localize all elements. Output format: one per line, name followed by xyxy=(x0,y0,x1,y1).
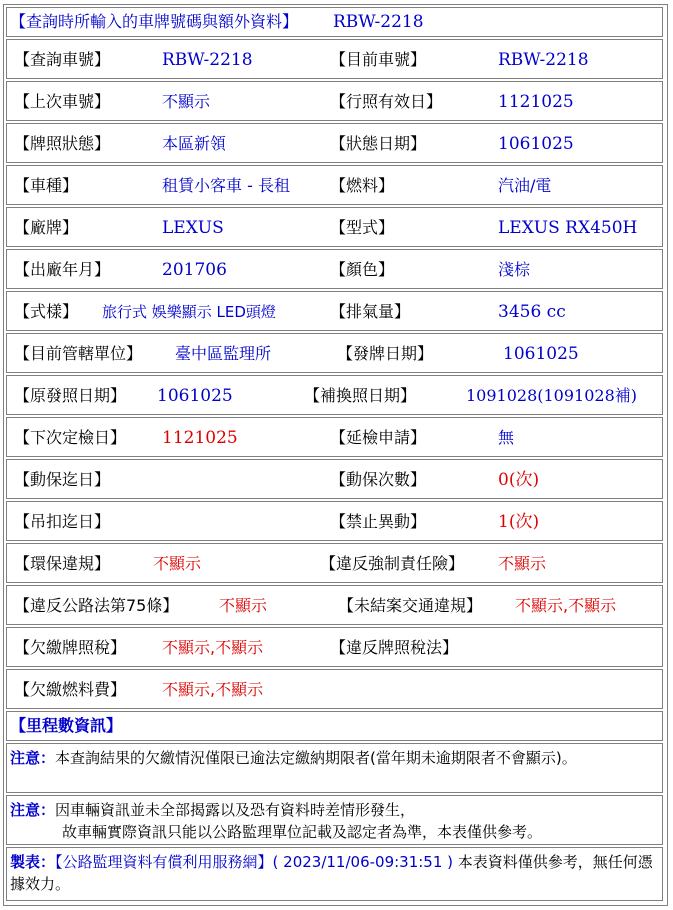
footer-key: 製表： xyxy=(10,853,56,871)
row-license-tax xyxy=(6,627,663,667)
row-chattel-mortgage xyxy=(6,459,663,499)
extension-label: 【延檢申請】 xyxy=(330,428,427,447)
plate-status-value: 本區新領 xyxy=(162,134,227,153)
row-environmental xyxy=(6,543,663,583)
vehicle-type-label: 【車種】 xyxy=(14,176,79,195)
displacement-value: 3456 cc xyxy=(498,302,566,322)
issue-date-value: 1061025 xyxy=(503,344,579,364)
last-plate-label: 【上次車號】 xyxy=(14,92,111,111)
row-original-issue xyxy=(6,375,663,415)
note2-key: 注意： xyxy=(10,801,56,819)
footer-text: 本表資料僅供參考，無任何憑據效力。 xyxy=(10,853,653,893)
brand-label: 【廠牌】 xyxy=(14,218,79,237)
row-manufacture-date xyxy=(6,249,663,289)
mileage-header: 【里程數資訊】 xyxy=(10,716,123,735)
transfer-ban-value: 1(次) xyxy=(498,512,540,532)
last-plate-value: 不顯示 xyxy=(162,92,211,111)
manufacture-date-label: 【出廠年月】 xyxy=(14,260,111,279)
reissue-date-label: 【補換照日期】 xyxy=(304,386,417,405)
vehicle-type-value: 租賃小客車 - 長租 xyxy=(162,176,290,195)
next-inspection-label: 【下次定檢日】 xyxy=(14,428,127,447)
style-value: 旅行式 娛樂顯示 LED頭燈 xyxy=(102,303,276,321)
color-label: 【顏色】 xyxy=(330,260,395,279)
status-date-value: 1061025 xyxy=(498,134,574,154)
note1-text: 本查詢結果的欠繳情況僅限已逾法定繳納期限者(當年期未逾期限者不會顯示)。 xyxy=(55,749,577,767)
style-label: 【式樣】 xyxy=(14,302,79,321)
row-last-plate xyxy=(6,81,663,121)
fuel-fee-label: 【欠繳燃料費】 xyxy=(14,680,127,699)
license-valid-label: 【行照有效日】 xyxy=(330,92,443,111)
brand-value: LEXUS xyxy=(162,218,224,238)
fuel-label: 【燃料】 xyxy=(330,176,395,195)
environmental-label: 【環保違規】 xyxy=(14,554,111,573)
row-jurisdiction xyxy=(6,333,663,373)
next-inspection-value: 1121025 xyxy=(162,428,238,448)
model-label: 【型式】 xyxy=(330,218,395,237)
chattel-count-value: 0(次) xyxy=(498,470,540,490)
query-plate-label: 【查詢車號】 xyxy=(14,50,111,69)
row-fuel-fee xyxy=(6,669,663,709)
mileage-section xyxy=(6,711,663,741)
original-issue-value: 1061025 xyxy=(157,386,233,406)
chattel-end-label: 【動保迄日】 xyxy=(14,470,111,489)
original-issue-label: 【原發照日期】 xyxy=(14,386,127,405)
query-title-prefix: 【查詢時所輸入的車牌號碼與額外資料】 xyxy=(10,12,299,31)
license-tax-value: 不顯示,不顯示 xyxy=(162,638,264,657)
note-disclaimer xyxy=(6,795,663,845)
query-title-plate: RBW-2218 xyxy=(333,12,424,32)
query-title-row xyxy=(6,7,663,37)
license-valid-value: 1121025 xyxy=(498,92,574,112)
issue-date-label: 【發牌日期】 xyxy=(337,344,434,363)
fuel-fee-value: 不顯示,不顯示 xyxy=(162,680,264,699)
reissue-date-value: 1091028(1091028補) xyxy=(466,386,638,405)
footer-source: 【公路監理資料有償利用服務網】 xyxy=(55,853,273,871)
footer-timestamp: ( 2023/11/06-09:31:51 ) xyxy=(272,853,454,871)
row-current-plate xyxy=(6,39,663,79)
row-next-inspection xyxy=(6,417,663,457)
insurance-violation-value: 不顯示 xyxy=(498,554,547,573)
query-plate-value: RBW-2218 xyxy=(162,50,253,70)
transfer-ban-label: 【禁止異動】 xyxy=(330,512,427,531)
note2-line2: 故車輛實際資訊只能以公路監理單位記載及認定者為準，本表僅供參考。 xyxy=(62,823,543,841)
row-vehicle-type xyxy=(6,165,663,205)
chattel-count-label: 【動保次數】 xyxy=(330,470,427,489)
note-overdue xyxy=(6,743,663,793)
model-value: LEXUS RX450H xyxy=(498,218,638,238)
license-tax-label: 【欠繳牌照稅】 xyxy=(14,638,127,657)
environmental-value: 不顯示 xyxy=(153,554,202,573)
extension-value: 無 xyxy=(498,428,515,447)
footer-credit xyxy=(6,847,663,901)
note1-key: 注意： xyxy=(10,749,56,767)
traffic-violation-label: 【未結案交通違規】 xyxy=(338,596,483,615)
suspension-end-label: 【吊扣迄日】 xyxy=(14,512,111,531)
color-value: 淺棕 xyxy=(498,260,531,279)
insurance-violation-label: 【違反強制責任險】 xyxy=(320,554,465,573)
jurisdiction-label: 【目前管轄單位】 xyxy=(14,344,143,363)
current-plate-label: 【目前車號】 xyxy=(330,50,427,69)
row-brand xyxy=(6,207,663,247)
manufacture-date-value: 201706 xyxy=(162,260,227,280)
highway-act-value: 不顯示 xyxy=(219,596,268,615)
note2-line1: 因車輛資訊並未全部揭露以及恐有資料時差情形發生， xyxy=(55,801,416,819)
traffic-violation-value: 不顯示,不顯示 xyxy=(515,596,617,615)
row-highway-act xyxy=(6,585,663,625)
displacement-label: 【排氣量】 xyxy=(330,302,411,321)
jurisdiction-value: 臺中區監理所 xyxy=(175,344,272,363)
tax-law-label: 【違反牌照稅法】 xyxy=(330,638,459,657)
row-suspension xyxy=(6,501,663,541)
status-date-label: 【狀態日期】 xyxy=(330,134,427,153)
fuel-value: 汽油/電 xyxy=(498,176,552,195)
row-style xyxy=(6,291,663,331)
highway-act-label: 【違反公路法第75條】 xyxy=(14,596,179,615)
row-plate-status xyxy=(6,123,663,163)
current-plate-value: RBW-2218 xyxy=(498,50,589,70)
plate-status-label: 【牌照狀態】 xyxy=(14,134,111,153)
